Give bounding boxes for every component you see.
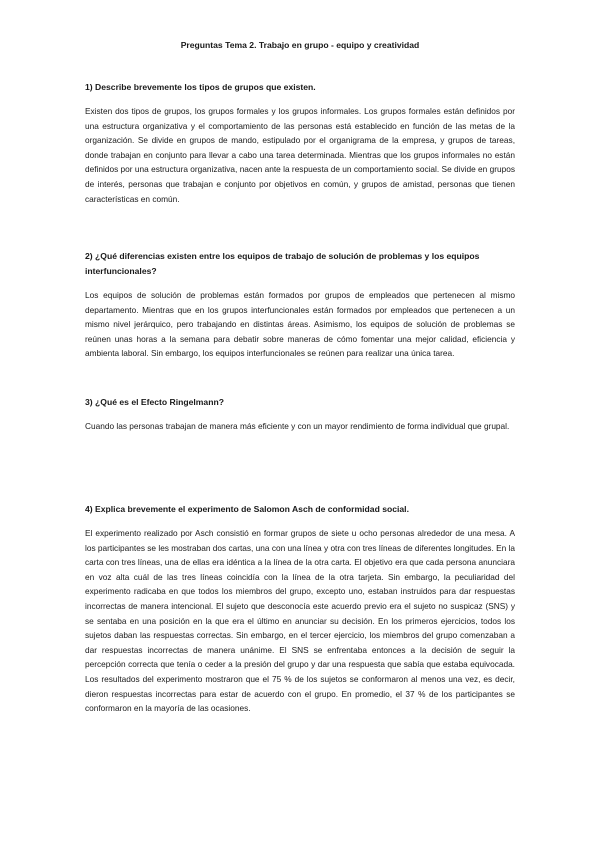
answer-paragraph: Cuando las personas trabajan de manera más eficiente y con un mayor rendimiento de forma individual que grupal. xyxy=(85,421,510,431)
document-title: Preguntas Tema 2. Trabajo en grupo - equipo y creatividad xyxy=(180,40,420,50)
question-heading: 3) ¿Qué es el Efecto Ringelmann? xyxy=(85,397,224,407)
question-heading: 4) Explica brevemente el experimento de Salomon Asch de conformidad social. xyxy=(85,504,409,514)
question-heading: 1) Describe brevemente los tipos de grupos que existen. xyxy=(85,82,316,92)
question-heading: 2) ¿Qué diferencias existen entre los equipos de trabajo de solución de problemas y los equipos interfuncionales? xyxy=(85,251,480,276)
answer-paragraph: Los equipos de solución de problemas están formados por grupos de empleados que pertenecen al mismo departamento. Mientras que en los grupos interfuncionales están formados por empleados que pertenecen a un mismo nivel jerárquico, pero trabajando en distintas áreas. Asimismo, los equipos de solución de problemas se reúnen unas horas a la semana para debatir sobre maneras de cómo fomentar una mejor calidad, eficiencia y ambienta laboral. Sin embargo, los equipos interfuncionales se reúnen para realizar una única tarea. xyxy=(85,290,515,359)
answer-paragraph: Existen dos tipos de grupos, los grupos formales y los grupos informales. Los grupos formales están definidos por una estructura organizativa y el comportamiento de las personas está establecido en función de las metas de la organización. Se divide en grupos de mando, estipulado por el organigrama de la empresa, y grupos de tareas, donde trabajan en conjunto para llevar a cabo una tarea determinada. Mientras que los grupos informales no están definidos por una estructura organizativa, nacen ante la respuesta de un comportamiento social. Se divide en grupos de interés, personas que trabajan e conjunto por objetivos en común, y grupos de amistad, personas que tienen características en común. xyxy=(85,106,515,204)
question-block-2 xyxy=(85,249,515,361)
question-block-1 xyxy=(85,80,515,206)
question-block-4 xyxy=(85,502,515,716)
answer-paragraph: El experimento realizado por Asch consistió en formar grupos de siete u ocho personas alrededor de una mesa. A los participantes se les mostraban dos cartas, una con una línea y otra con tres líneas de diferentes longitudes. En la carta con tres líneas, una de ellas era idéntica a la línea de la otra carta. El objetivo era que cada persona anunciara en voz alta cuál de las tres líneas coincidía con la línea de la otra tarjeta. Sin embargo, la peculiaridad del experimento radicaba en que todos los miembros del grupo, excepto uno, estaban instruidos para dar respuestas incorrectas de manera intencional. El sujeto que desconocía este acuerdo previo era el sujeto no suspicaz (SNS) y se sentaba en una posición en la que era el último en anunciar su decisión. En los primeros ejercicios, todos los sujetos daban las respuestas correctas. Sin embargo, en el tercer ejercicio, los miembros del grupo comenzaban a dar respuestas incorrectas de manera unánime. El SNS se enfrentaba entonces a la decisión de seguir la percepción correcta que tenía o ceder a la presión del grupo y dar una respuesta que sabía que estaba equivocada. Los resultados del experimento mostraron que el 75 % de los sujetos se conformaron al menos una vez, es decir, dieron respuestas incorrectas para estar de acuerdo con el grupo. En promedio, el 37 % de los participantes se conformaron en la mayoría de las ocasiones. xyxy=(85,528,515,714)
question-block-3 xyxy=(85,395,515,434)
